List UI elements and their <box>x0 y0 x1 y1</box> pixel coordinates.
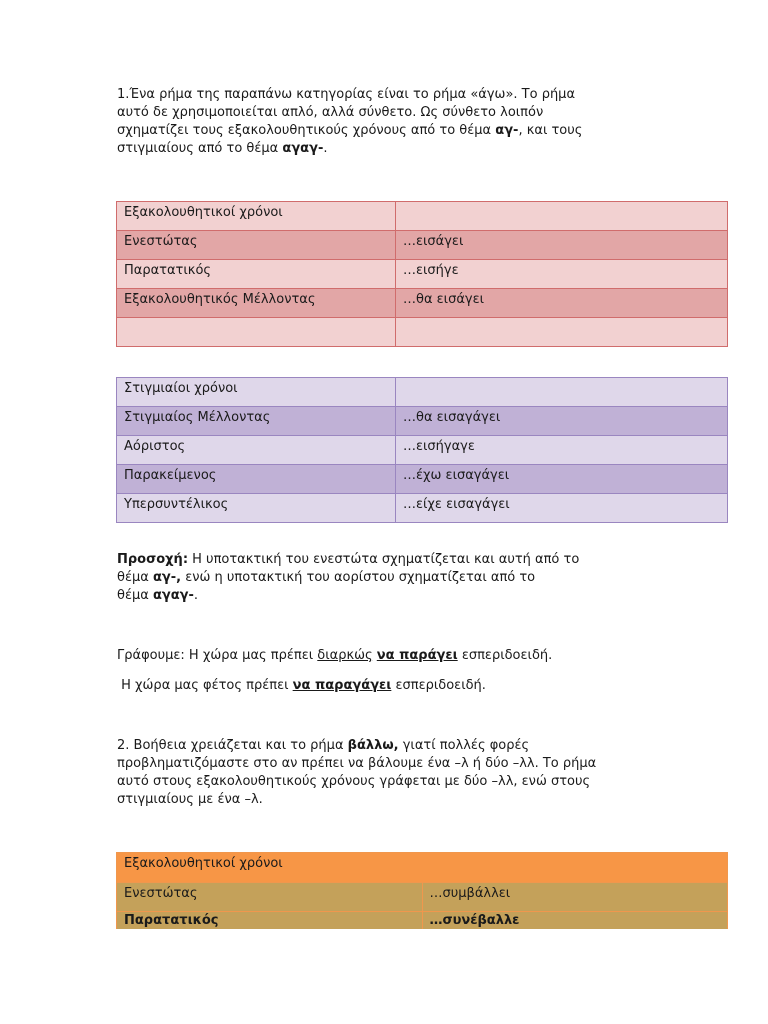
tense-cell: Υπερσυντέλικος <box>117 494 396 523</box>
stem-agag: αγαγ- <box>282 141 324 156</box>
example-sentence-1: Γράφουμε: Η χώρα μας πρέπει διαρκώς να παράγει εσπεριδοειδή. <box>117 648 553 663</box>
note-line-2: θέμα αγ-, ενώ η υποτακτική του αορίστου σχηματίζεται από το <box>117 570 536 585</box>
tense-cell: Παρατατικός <box>117 260 396 289</box>
form-cell <box>396 318 728 347</box>
intro-line-3: σχηματίζει τους εξακολουθητικούς χρόνους από το θέμα αγ-, και τους <box>117 123 583 138</box>
table-row <box>117 494 728 523</box>
form-cell: …εισήγαγε <box>396 436 728 465</box>
intro-line-1: 1.Ένα ρήμα της παραπάνω κατηγορίας είναι το ρήμα «άγω». Το ρήμα <box>117 87 576 102</box>
note-label: Προσοχή: <box>117 552 189 567</box>
table-row <box>117 289 728 318</box>
section2-line-4: στιγμιαίους με ένα –λ. <box>117 792 263 807</box>
tense-cell: Στιγμιαίος Μέλλοντας <box>117 407 396 436</box>
instant-tenses-table <box>116 377 728 523</box>
form-cell: …θα εισάγει <box>396 289 728 318</box>
table-row <box>117 912 728 929</box>
stem-ag: αγ- <box>495 123 519 138</box>
ballo-continuous-table <box>116 852 728 929</box>
table-cell <box>396 378 728 407</box>
note-line-1: Προσοχή: Η υποτακτική του ενεστώτα σχηματίζεται και αυτή από το <box>117 552 580 567</box>
table-row <box>117 465 728 494</box>
form-cell: …εισάγει <box>396 231 728 260</box>
section2-line-1: 2. Βοήθεια χρειάζεται και το ρήμα βάλλω, γιατί πολλές φορές <box>117 738 530 753</box>
continuous-tenses-table <box>116 201 728 347</box>
table-row <box>117 407 728 436</box>
tense-cell: Αόριστος <box>117 436 396 465</box>
tense-cell: Ενεστώτας <box>117 231 396 260</box>
tense-cell: Παρατατικός <box>117 912 423 929</box>
section2-line-3: αυτό στους εξακολουθητικούς χρόνους γράφεται με δύο –λλ, ενώ στους <box>117 774 591 789</box>
form-cell: …εισήγε <box>396 260 728 289</box>
form-cell: …είχε εισαγάγει <box>396 494 728 523</box>
table-row <box>117 436 728 465</box>
table-row <box>117 260 728 289</box>
note-line-3: θέμα αγαγ-. <box>117 588 199 603</box>
example-sentence-2: Η χώρα μας φέτος πρέπει να παραγάγει εσπεριδοειδή. <box>117 678 486 693</box>
form-cell: …συμβάλλει <box>422 883 728 912</box>
form-cell: …συνέβαλλε <box>422 912 728 929</box>
intro-line-2: αυτό δε χρησιμοποιείται απλό, αλλά σύνθετο. Ως σύνθετο λοιπόν <box>117 105 544 120</box>
table-row <box>117 318 728 347</box>
table-row <box>117 883 728 912</box>
table-header: Εξακολουθητικοί χρόνοι <box>117 202 396 231</box>
table-header: Εξακολουθητικοί χρόνοι <box>117 853 728 883</box>
form-cell: …θα εισαγάγει <box>396 407 728 436</box>
table-cell <box>396 202 728 231</box>
tense-cell: Εξακολουθητικός Μέλλοντας <box>117 289 396 318</box>
section2-line-2: προβληματιζόμαστε στο αν πρέπει να βάλουμε ένα –λ ή δύο –λλ. Το ρήμα <box>117 756 597 771</box>
tense-cell <box>117 318 396 347</box>
table-header: Στιγμιαίοι χρόνοι <box>117 378 396 407</box>
tense-cell: Ενεστώτας <box>117 883 423 912</box>
form-cell: …έχω εισαγάγει <box>396 465 728 494</box>
table-row <box>117 231 728 260</box>
intro-line-4: στιγμιαίους από το θέμα αγαγ-. <box>117 141 328 156</box>
tense-cell: Παρακείμενος <box>117 465 396 494</box>
